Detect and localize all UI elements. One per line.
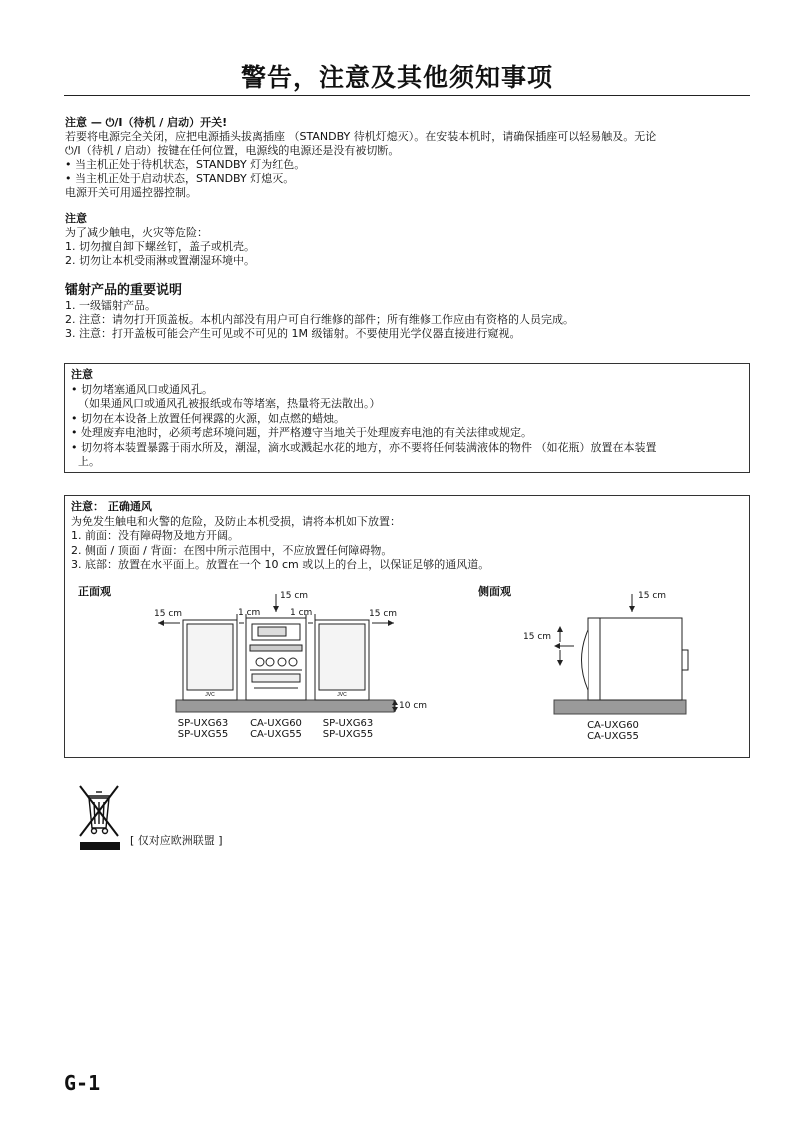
page-number: G-1	[64, 1071, 101, 1095]
caption-line: SP-UXG55	[177, 729, 229, 740]
caution-power-line: • 当主机正处于待机状态，STANDBY 灯为红色。	[65, 158, 306, 171]
dim-side-rear: 15 cm	[523, 632, 552, 642]
box1-line: • 切勿堵塞通风口或通风孔。	[71, 382, 213, 396]
dim-front-bottom: 10 cm	[399, 701, 428, 711]
dim-side-top: 15 cm	[638, 591, 667, 601]
caption-line: SP-UXG63	[177, 718, 229, 729]
caption-side-unit	[576, 720, 650, 742]
caption-line: SP-UXG55	[322, 729, 374, 740]
box2-heading: 注意： 正确通风	[71, 500, 152, 513]
caption-line: SP-UXG63	[322, 718, 374, 729]
caution-shock-line: 为了减少触电，火灾等危险：	[65, 226, 208, 239]
caution-shock-line: 1. 切勿擅自卸下螺丝钉，盖子或机壳。	[65, 240, 255, 253]
eu-note: [ 仅对应欧洲联盟 ]	[130, 834, 223, 847]
caution-power-line: • 当主机正处于启动状态，STANDBY 灯熄灭。	[65, 172, 295, 185]
box2-line: 2. 侧面 / 顶面 / 背面：在图中所示范围中，不应放置任何障碍物。	[71, 543, 393, 557]
caption-line: CA-UXG60	[250, 718, 302, 729]
front-shelf	[176, 700, 394, 712]
caution-power-line: 若要将电源完全关闭，应把电源插头拔离插座 （STANDBY 待机灯熄灭）。在安装本机时，请确保插座可以轻易触及。无论	[65, 130, 657, 143]
box1-line: • 处理废弃电池时，必须考虑环境问题，并严格遵守当地关于处理废弃电池的有关法律或规定。	[71, 426, 532, 439]
caption-line: CA-UXG55	[250, 729, 302, 740]
box1-heading: 注意	[71, 368, 93, 381]
caption-right-speaker	[313, 718, 383, 740]
caution-shock-heading: 注意	[65, 212, 87, 225]
dim-front-gap-left: 1 cm	[238, 608, 261, 618]
page-title: 警告，注意及其他须知事项	[240, 63, 553, 92]
dim-front-gap-right: 1 cm	[290, 608, 313, 618]
box2-line: 1. 前面：没有障碍物及地方开阔。	[71, 529, 239, 542]
side-view-label: 侧面观	[478, 585, 511, 598]
dim-front-left: 15 cm	[154, 609, 183, 619]
crossed-bin-icon	[76, 782, 124, 852]
laser-heading: 镭射产品的重要说明	[65, 283, 183, 298]
box1-line: • 切勿将本装置暴露于雨水所及，潮湿，滴水或溅起水花的地方，亦不要将任何装满液体的物件 （如花瓶）放置在本装置	[71, 440, 657, 454]
box1-line: • 切勿在本设备上放置任何裸露的火源，如点燃的蜡烛。	[71, 411, 345, 425]
caution-power-heading: 注意 — ⏻/I（待机 / 启动）开关!	[65, 116, 228, 129]
front-view-label: 正面观	[78, 585, 111, 598]
laser-line: 1. 一级镭射产品。	[65, 299, 156, 312]
dim-front-top: 15 cm	[280, 591, 309, 601]
right-speaker-brand: JVC	[337, 692, 347, 698]
caution-power-line: 电源开关可用遥控器控制。	[65, 186, 197, 199]
box2-line: 3. 底部：放置在水平面上。放置在一个 10 cm 或以上的台上，以保证足够的通风道。	[71, 558, 490, 571]
laser-line: 3. 注意：打开盖板可能会产生可见或不可见的 1M 级镭射。不要使用光学仪器直接进行窥视。	[65, 327, 521, 340]
caption-main-unit	[241, 718, 311, 740]
left-speaker-brand: JVC	[205, 692, 215, 698]
laser-line: 2. 注意：请勿打开顶盖板。本机内部没有用户可自行维修的部件；所有维修工作应由有资格的人员完成。	[65, 313, 574, 326]
caption-line: CA-UXG60	[587, 720, 639, 731]
box1-line: 上。	[71, 455, 100, 468]
caption-line: CA-UXG55	[587, 731, 639, 742]
caution-shock-line: 2. 切勿让本机受雨淋或置潮湿环境中。	[65, 254, 255, 267]
caution-power-line: ⏻/I（待机 / 启动）按键在任何位置，电源线的电源还是没有被切断。	[65, 144, 400, 157]
box1-line: （如果通风口或通风孔被报纸或布等堵塞，热量将无法散出。）	[71, 397, 381, 410]
box2-line: 为免发生触电和火警的危险，及防止本机受损，请将本机如下放置：	[71, 514, 401, 528]
dim-front-right: 15 cm	[369, 609, 398, 619]
caption-left-speaker	[168, 718, 238, 740]
